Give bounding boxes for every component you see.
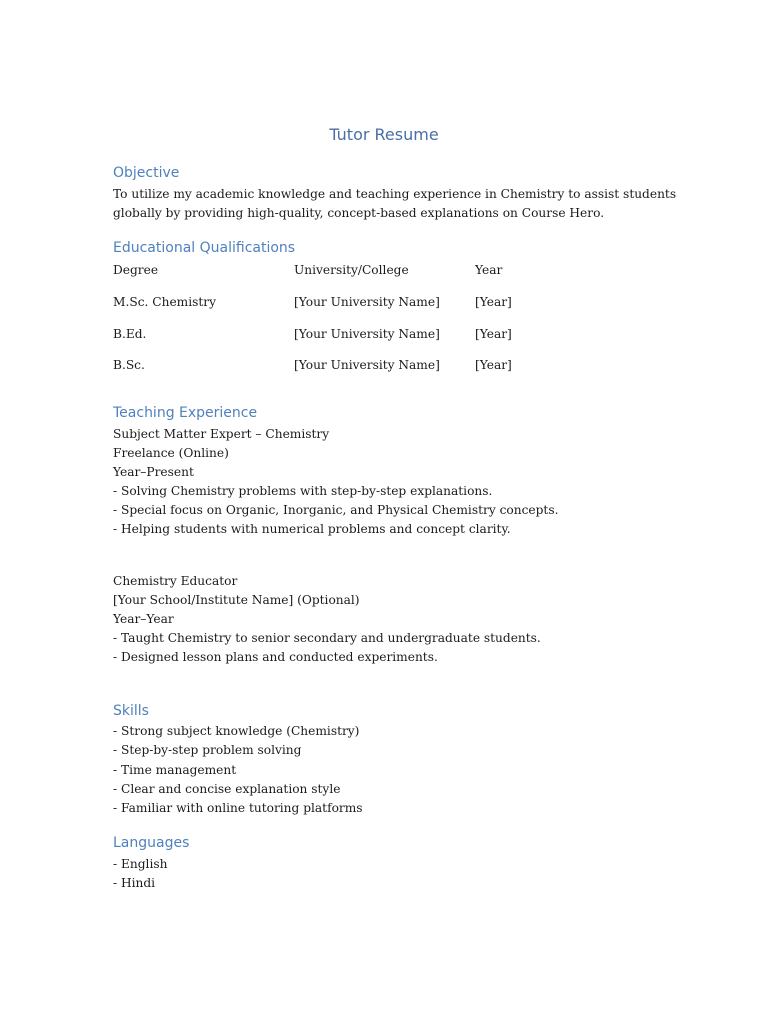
job-org: [Your School/Institute Name] (Optional) [113, 593, 360, 607]
objective-line: globally by providing high-quality, concept-based explanations on Course Hero. [113, 206, 605, 220]
table-cell-year: [Year] [475, 358, 512, 372]
job-role: Chemistry Educator [113, 574, 238, 588]
column-header-year: Year [475, 263, 503, 277]
skill-item: - Time management [113, 763, 237, 777]
experience-heading: Teaching Experience [113, 405, 258, 421]
job-point: - Designed lesson plans and conducted experiments. [113, 650, 438, 664]
objective-heading: Objective [113, 165, 180, 181]
column-header-university: University/College [294, 263, 409, 277]
table-cell-university: [Your University Name] [294, 295, 440, 309]
skill-item: - Strong subject knowledge (Chemistry) [113, 724, 360, 738]
table-cell-year: [Year] [475, 327, 512, 341]
skill-item: - Clear and concise explanation style [113, 782, 341, 796]
table-cell-university: [Your University Name] [294, 327, 440, 341]
job-point: - Helping students with numerical problems and concept clarity. [113, 522, 511, 536]
table-cell-degree: B.Ed. [113, 327, 147, 341]
table-cell-year: [Year] [475, 295, 512, 309]
job-role: Subject Matter Expert – Chemistry [113, 427, 330, 441]
page-title: Tutor Resume [329, 125, 439, 144]
table-cell-degree: M.Sc. Chemistry [113, 295, 216, 309]
job-point: - Solving Chemistry problems with step-by-step explanations. [113, 484, 493, 498]
skill-item: - Step-by-step problem solving [113, 743, 302, 757]
column-header-degree: Degree [113, 263, 159, 277]
skill-item: - Familiar with online tutoring platforms [113, 801, 363, 815]
job-point: - Taught Chemistry to senior secondary and undergraduate students. [113, 631, 541, 645]
skills-heading: Skills [113, 703, 149, 719]
job-period: Year–Present [113, 465, 194, 479]
table-cell-university: [Your University Name] [294, 358, 440, 372]
language-item: - Hindi [113, 876, 156, 890]
job-point: - Special focus on Organic, Inorganic, and Physical Chemistry concepts. [113, 503, 559, 517]
language-item: - English [113, 857, 168, 871]
objective-line: To utilize my academic knowledge and teaching experience in Chemistry to assist students [113, 187, 677, 201]
job-period: Year–Year [113, 612, 174, 626]
languages-heading: Languages [113, 835, 190, 851]
education-heading: Educational Qualifications [113, 240, 296, 256]
table-cell-degree: B.Sc. [113, 358, 145, 372]
job-org: Freelance (Online) [113, 446, 229, 460]
